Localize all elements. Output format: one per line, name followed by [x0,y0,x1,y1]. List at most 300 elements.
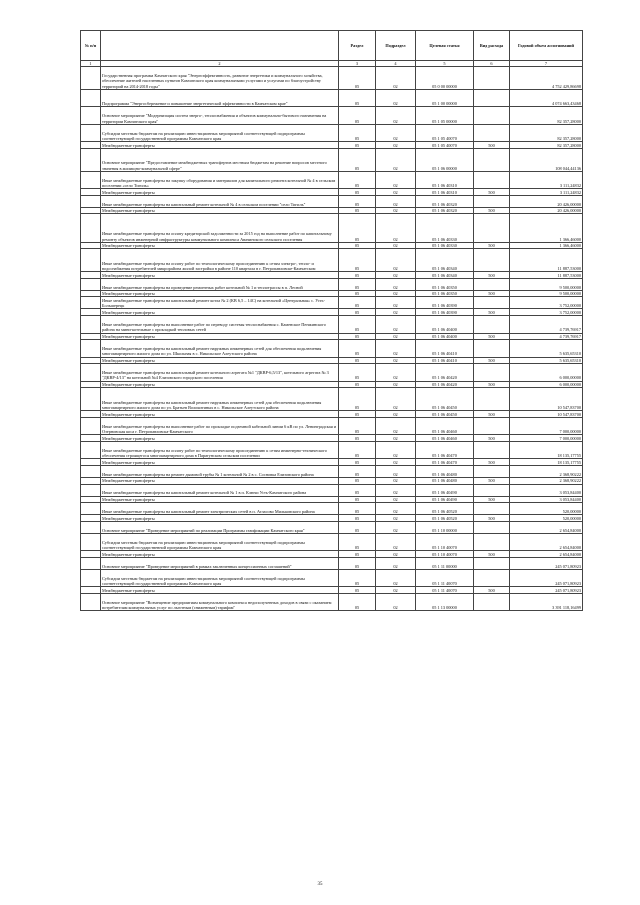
header-razdel: Раздел [339,31,376,61]
cell-podrazdel: 02 [376,89,416,106]
table-row [81,557,583,569]
cell-number [81,340,101,357]
cell-annual-amount: 5 635,65310 [510,357,583,364]
cell-podrazdel: 02 [376,357,416,364]
cell-name: Межбюджетные трансферты [101,189,339,196]
cell-number [81,107,101,124]
cell-annual-amount: 4 752 429,86698 [510,67,583,90]
cell-razdel: 05 [339,459,376,466]
cell-number [81,587,101,594]
cell-podrazdel: 02 [376,551,416,558]
cell-name: Основное мероприятие "Проведение мероприятий в рамках заключенных концессионных соглашений" [101,557,339,569]
cell-name: Иные межбюджетные трансферты на закупку оборудования и материалов для капитального ремонта котельной № 4 в сельском поселении «село Тигиль» [101,171,339,188]
cell-target-article: 05 1 06 40410 [416,340,474,357]
cell-expense-type: 500 [474,477,510,484]
table-row [81,411,583,418]
cell-expense-type [474,171,510,188]
cell-number [81,521,101,533]
cell-number [81,214,101,242]
cell-annual-amount: 2 368,90222 [510,465,583,477]
cell-number [81,503,101,515]
cell-razdel: 05 [339,551,376,558]
cell-razdel: 05 [339,214,376,242]
cell-razdel: 05 [339,411,376,418]
cell-target-article: 05 1 05 00000 [416,107,474,124]
page-number: 35 [317,882,323,887]
cell-target-article: 05 1 11 40070 [416,587,474,594]
header-podrazdel: Подраздел [376,31,416,61]
cell-podrazdel: 02 [376,67,416,90]
cell-annual-amount: 82 357,28000 [510,107,583,124]
cell-podrazdel: 02 [376,496,416,503]
cell-annual-amount: 6 000,00000 [510,381,583,388]
cell-target-article: 05 1 06 40340 [416,272,474,279]
table-row [81,484,583,496]
cell-target-article: 05 1 06 40460 [416,435,474,442]
cell-razdel: 05 [339,278,376,290]
cell-razdel: 05 [339,189,376,196]
cell-name: Межбюджетные трансферты [101,496,339,503]
cell-number [81,249,101,272]
table-row [81,594,583,611]
cell-expense-type: 500 [474,515,510,522]
cell-podrazdel: 02 [376,381,416,388]
cell-razdel: 05 [339,465,376,477]
cell-target-article: 05 1 06 40490 [416,496,474,503]
cell-razdel: 05 [339,557,376,569]
cell-name: Межбюджетные трансферты [101,381,339,388]
cell-expense-type [474,297,510,309]
cell-number [81,89,101,106]
table-row [81,340,583,357]
cell-name: Субсидии местным бюджетам на реализацию инвестиционных мероприятий соответствующей подпрограммы соответствующей государственной программы Камчатского края [101,124,339,141]
cell-name: Межбюджетные трансферты [101,551,339,558]
cell-number [81,417,101,434]
cell-annual-amount: 6 000,00000 [510,364,583,381]
cell-target-article: 05 1 06 40400 [416,316,474,333]
table-row [81,290,583,297]
cell-number [81,388,101,411]
cell-podrazdel: 02 [376,411,416,418]
cell-number [81,594,101,611]
cell-target-article: 05 1 06 40460 [416,417,474,434]
cell-target-article: 05 0 00 00000 [416,67,474,90]
cell-razdel: 05 [339,89,376,106]
cell-razdel: 05 [339,587,376,594]
cell-expense-type [474,340,510,357]
cell-podrazdel: 02 [376,557,416,569]
cell-razdel: 05 [339,533,376,550]
cell-expense-type: 500 [474,290,510,297]
cell-podrazdel: 02 [376,214,416,242]
cell-name: Иные межбюджетные трансферты на оплату работ по технологическому присоединению к сетям электро-, тепло- и водоснабжения потребителей микрорайона жилой застройки в районе 110 квартала в г. Петропавловске-Камчатском [101,249,339,272]
cell-expense-type: 500 [474,333,510,340]
cell-expense-type [474,89,510,106]
cell-podrazdel: 02 [376,272,416,279]
cell-annual-amount: 2 654,84000 [510,521,583,533]
table-header [81,31,583,67]
cell-expense-type [474,388,510,411]
cell-razdel: 05 [339,417,376,434]
cell-expense-type: 500 [474,207,510,214]
cell-expense-type [474,249,510,272]
cell-razdel: 05 [339,435,376,442]
cell-podrazdel: 02 [376,503,416,515]
cell-expense-type: 500 [474,435,510,442]
cell-target-article: 05 1 06 40350 [416,278,474,290]
cell-annual-amount: 3 053,84400 [510,484,583,496]
cell-number [81,124,101,141]
table-row [81,207,583,214]
cell-expense-type: 500 [474,309,510,316]
cell-podrazdel: 02 [376,594,416,611]
table-row [81,67,583,90]
cell-number [81,189,101,196]
cell-name: Межбюджетные трансферты [101,587,339,594]
cell-podrazdel: 02 [376,107,416,124]
cell-target-article: 05 1 10 40070 [416,533,474,550]
cell-annual-amount: 9 500,00000 [510,290,583,297]
table-row [81,569,583,586]
cell-number [81,435,101,442]
budget-table [80,30,583,611]
table-row [81,465,583,477]
header-name [101,31,339,61]
cell-annual-amount: 10 547,83700 [510,411,583,418]
cell-annual-amount: 2 654,84000 [510,551,583,558]
cell-number [81,551,101,558]
cell-expense-type [474,594,510,611]
cell-target-article: 05 1 05 40070 [416,142,474,149]
table-row [81,459,583,466]
cell-name: Межбюджетные трансферты [101,411,339,418]
cell-name: Иные межбюджетные трансферты на капитальный ремонт котельного агрегата №1 "ДКВР-6,5/13", котельного агрегата № 3 "ДКВР-4/13" на котельной №4 Елизовского городского поселения [101,364,339,381]
cell-annual-amount: 82 357,28000 [510,124,583,141]
cell-name: Межбюджетные трансферты [101,477,339,484]
cell-number [81,67,101,90]
cell-number [81,333,101,340]
cell-razdel: 05 [339,381,376,388]
cell-annual-amount: 4 074 663,43468 [510,89,583,106]
cell-expense-type [474,569,510,586]
cell-target-article: 05 1 06 00000 [416,148,474,171]
cell-expense-type [474,148,510,171]
cell-razdel: 05 [339,388,376,411]
cell-expense-type [474,278,510,290]
cell-expense-type [474,533,510,550]
cell-annual-amount: 11 887,53000 [510,272,583,279]
cell-podrazdel: 02 [376,278,416,290]
cell-name: Межбюджетные трансферты [101,242,339,249]
cell-name: Иные межбюджетные трансферты на капитальный ремонт электрических сетей в п. Атласово Мильковского района [101,503,339,515]
cell-expense-type: 500 [474,357,510,364]
cell-podrazdel: 02 [376,340,416,357]
cell-annual-amount: 7 000,00000 [510,435,583,442]
cell-target-article: 05 1 06 40390 [416,309,474,316]
cell-target-article: 05 1 06 40400 [416,333,474,340]
cell-target-article: 05 1 06 40310 [416,189,474,196]
cell-razdel: 05 [339,333,376,340]
cell-podrazdel: 02 [376,189,416,196]
cell-razdel: 05 [339,142,376,149]
cell-name: Иные межбюджетные трансферты на выполнение работ по прокладке подземной кабельной линии 6 кВ по ул. Ленинградская и Озерновская коса г. Петропавловска-Камчатского [101,417,339,434]
table-row [81,417,583,434]
cell-number [81,557,101,569]
cell-expense-type [474,484,510,496]
cell-name: Основное мероприятие "Проведение мероприятий по реализации Программы газификации Камчатского края" [101,521,339,533]
cell-expense-type [474,521,510,533]
cell-razdel: 05 [339,364,376,381]
table-row [81,278,583,290]
cell-podrazdel: 02 [376,587,416,594]
cell-razdel: 05 [339,195,376,207]
table-row [81,124,583,141]
cell-razdel: 05 [339,503,376,515]
table-row [81,214,583,242]
cell-expense-type [474,124,510,141]
cell-expense-type: 500 [474,142,510,149]
cell-razdel: 05 [339,249,376,272]
cell-razdel: 05 [339,496,376,503]
cell-razdel: 05 [339,340,376,357]
cell-expense-type: 500 [474,381,510,388]
cell-name: Основное мероприятие "Предоставление межбюджетных трансфертов местным бюджетам на решение вопросов местного значения в жилищно-коммунальной сфере" [101,148,339,171]
cell-razdel: 05 [339,124,376,141]
cell-name: Межбюджетные трансферты [101,142,339,149]
cell-expense-type [474,557,510,569]
cell-razdel: 05 [339,107,376,124]
cell-podrazdel: 02 [376,459,416,466]
cell-target-article: 05 1 06 40520 [416,515,474,522]
cell-target-article: 05 1 06 40480 [416,477,474,484]
cell-name: Межбюджетные трансферты [101,309,339,316]
cell-podrazdel: 02 [376,521,416,533]
cell-number [81,484,101,496]
cell-razdel: 05 [339,521,376,533]
cell-name: Субсидии местным бюджетам на реализацию инвестиционных мероприятий соответствующей подпрограммы соответствующей государственной программы Камчатского края [101,533,339,550]
cell-target-article: 05 1 11 40070 [416,569,474,586]
table-row [81,89,583,106]
cell-name: Межбюджетные трансферты [101,333,339,340]
cell-annual-amount: 20 426,00000 [510,207,583,214]
column-number: 5 [416,61,474,67]
cell-target-article: 05 1 06 40450 [416,411,474,418]
table-row [81,357,583,364]
cell-name: Межбюджетные трансферты [101,272,339,279]
cell-target-article: 05 1 06 40310 [416,171,474,188]
cell-target-article: 05 1 06 40490 [416,484,474,496]
table-row [81,148,583,171]
cell-expense-type: 500 [474,242,510,249]
column-number: 6 [474,61,510,67]
cell-razdel: 05 [339,67,376,90]
cell-name: Иные межбюджетные трансферты на выполнение работ по переводу системы теплоснабжения с. Каменское Пенжинского района на мини-котельные с прокладкой тепловых сетей [101,316,339,333]
table-row [81,503,583,515]
column-number: 4 [376,61,416,67]
cell-number [81,297,101,309]
cell-number [81,278,101,290]
cell-name: Основное мероприятие "Модернизация систем энерго-, теплоснабжения и объектов коммунально-бытового назначения на территории Камчатского края" [101,107,339,124]
cell-target-article: 05 1 06 40520 [416,503,474,515]
cell-expense-type [474,465,510,477]
cell-name: Иные межбюджетные трансферты на капитальный ремонт наружных инженерных сетей для обеспечения подключения многоквартирного жилого дома по ул. Братьев Волокитиных в с. Никольское Алеутского района [101,388,339,411]
cell-name: Иные межбюджетные трансферты на капитальный ремонт котельной № 4 в сельском поселении "село Тигиль" [101,195,339,207]
cell-razdel: 05 [339,171,376,188]
cell-razdel: 05 [339,477,376,484]
cell-expense-type: 500 [474,551,510,558]
cell-podrazdel: 02 [376,207,416,214]
cell-target-article: 05 1 06 40410 [416,357,474,364]
cell-razdel: 05 [339,594,376,611]
cell-name: Иные межбюджетные трансферты на ремонт дымовой трубы № 1 котельной № 2 в с. Сосновка Елизовского района [101,465,339,477]
table-row [81,272,583,279]
cell-expense-type [474,107,510,124]
cell-target-article: 05 1 06 40470 [416,441,474,458]
cell-name: Иные межбюджетные трансферты на капитальный ремонт котла № 2 (КВ 6,5 – 14С) на котельной «Центральная» с. Усть-Большерецк [101,297,339,309]
cell-expense-type [474,503,510,515]
cell-expense-type: 500 [474,189,510,196]
cell-podrazdel: 02 [376,195,416,207]
table-row [81,142,583,149]
cell-name: Основное мероприятие "Возмещение предприятиям коммунального комплекса недополученных доходов в связи с оказанием потребителям коммунальных услуг по льготным (сниженным) тарифам" [101,594,339,611]
cell-name: Межбюджетные трансферты [101,290,339,297]
table-row [81,551,583,558]
cell-podrazdel: 02 [376,484,416,496]
cell-target-article: 05 1 06 40330 [416,242,474,249]
cell-name: Подпрограмма "Энергосбережение и повышение энергетической эффективности в Камчатском крае" [101,89,339,106]
cell-annual-amount: 3 391 118,16499 [510,594,583,611]
cell-name: Межбюджетные трансферты [101,435,339,442]
cell-target-article: 05 1 06 40470 [416,459,474,466]
cell-podrazdel: 02 [376,309,416,316]
cell-number [81,148,101,171]
cell-expense-type: 500 [474,587,510,594]
table-row [81,309,583,316]
table-row [81,587,583,594]
cell-expense-type [474,67,510,90]
cell-number [81,357,101,364]
table-row [81,364,583,381]
cell-expense-type: 500 [474,496,510,503]
cell-podrazdel: 02 [376,435,416,442]
cell-podrazdel: 02 [376,388,416,411]
column-number: 7 [510,61,583,67]
cell-annual-amount: 3 752,00000 [510,297,583,309]
cell-podrazdel: 02 [376,569,416,586]
cell-name: Иные межбюджетные трансферты на капитальный ремонт наружных инженерных сетей для обеспечения подключения многоквартирного жилого дома по ул. Школьная в с. Никольское Алеутского района [101,340,339,357]
cell-target-article: 05 1 00 00000 [416,89,474,106]
cell-annual-amount: 10 547,83700 [510,388,583,411]
cell-target-article: 05 1 06 40390 [416,297,474,309]
cell-podrazdel: 02 [376,364,416,381]
cell-annual-amount: 245 071,80923 [510,587,583,594]
cell-number [81,309,101,316]
cell-target-article: 05 1 11 00000 [416,557,474,569]
cell-annual-amount: 520,00000 [510,503,583,515]
cell-podrazdel: 02 [376,441,416,458]
column-number: 3 [339,61,376,67]
cell-name: Межбюджетные трансферты [101,357,339,364]
cell-number [81,569,101,586]
cell-razdel: 05 [339,484,376,496]
cell-annual-amount: 245 071,80923 [510,557,583,569]
cell-razdel: 05 [339,297,376,309]
cell-expense-type [474,214,510,242]
cell-name: Межбюджетные трансферты [101,515,339,522]
cell-podrazdel: 02 [376,171,416,188]
cell-annual-amount: 3 053,84400 [510,496,583,503]
table-row [81,249,583,272]
cell-name: Межбюджетные трансферты [101,459,339,466]
cell-expense-type [474,441,510,458]
table-row [81,435,583,442]
header-target-article: Целевая статья [416,31,474,61]
cell-number [81,515,101,522]
table-row [81,441,583,458]
cell-target-article: 05 1 06 40320 [416,195,474,207]
cell-annual-amount: 3 111,24832 [510,171,583,188]
cell-name: Межбюджетные трансферты [101,207,339,214]
cell-number [81,477,101,484]
cell-expense-type: 500 [474,459,510,466]
cell-razdel: 05 [339,316,376,333]
cell-podrazdel: 02 [376,290,416,297]
cell-name: Иные межбюджетные трансферты на проведение ремонтных работ котельной № 1 и теплотрассы в п. Лесной [101,278,339,290]
cell-number [81,142,101,149]
table-row [81,242,583,249]
cell-expense-type [474,364,510,381]
cell-number [81,381,101,388]
cell-annual-amount: 2 654,84000 [510,533,583,550]
cell-name: Иные межбюджетные трансферты на оплату работ по технологическому присоединению к сетям инженерно-технического обеспечения строящегося многоквартирного дома в Паратунском сельском поселении [101,441,339,458]
cell-podrazdel: 02 [376,417,416,434]
table-row [81,297,583,309]
cell-number [81,195,101,207]
cell-annual-amount: 1 366,46000 [510,242,583,249]
table-row [81,477,583,484]
cell-expense-type [474,417,510,434]
cell-razdel: 05 [339,290,376,297]
cell-podrazdel: 02 [376,533,416,550]
cell-podrazdel: 02 [376,515,416,522]
cell-expense-type: 500 [474,272,510,279]
cell-razdel: 05 [339,569,376,586]
table-row [81,496,583,503]
cell-razdel: 05 [339,272,376,279]
cell-annual-amount: 82 357,28000 [510,142,583,149]
table-row [81,171,583,188]
cell-target-article: 05 1 06 40330 [416,214,474,242]
table-row [81,333,583,340]
cell-podrazdel: 02 [376,249,416,272]
cell-number [81,459,101,466]
cell-annual-amount: 108 044,44136 [510,148,583,171]
cell-target-article: 05 1 06 40350 [416,290,474,297]
cell-annual-amount: 3 752,00000 [510,309,583,316]
cell-razdel: 05 [339,357,376,364]
cell-number [81,207,101,214]
cell-annual-amount: 2 368,90222 [510,477,583,484]
table-row [81,189,583,196]
cell-name: Государственная программа Камчатского края "Энергоэффективность, развитие энергетики и коммунального хозяйства, обеспечение жителей населенных пунктов Камчатского края коммунальными услугами и услугами по благоустройству территорий на 2014-2018 годы" [101,67,339,90]
cell-annual-amount: 11 887,53000 [510,249,583,272]
cell-podrazdel: 02 [376,124,416,141]
table-row [81,515,583,522]
cell-annual-amount: 4 739,76917 [510,316,583,333]
cell-name: Иные межбюджетные трансферты на капитальный ремонт котельной № 1 в п. Ключи Усть-Камчатского района [101,484,339,496]
cell-number [81,272,101,279]
cell-annual-amount: 5 635,65310 [510,340,583,357]
